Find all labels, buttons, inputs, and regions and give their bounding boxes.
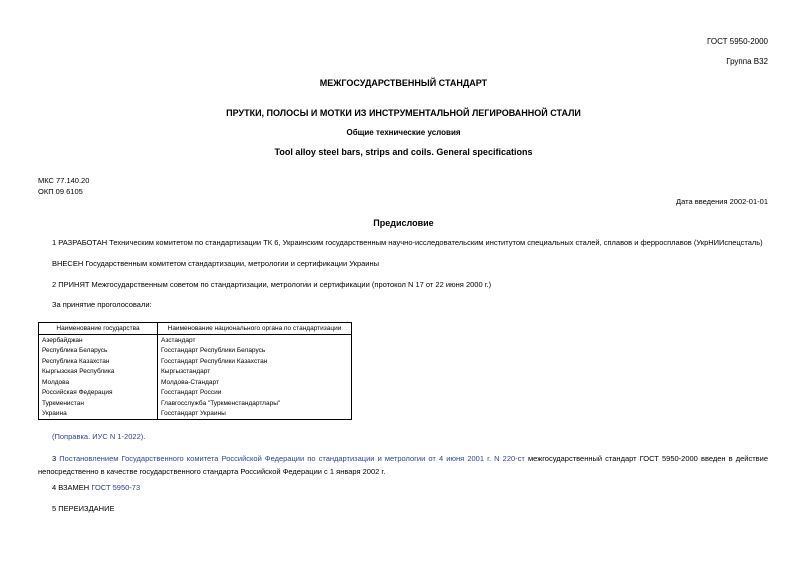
table-header-row (39, 323, 352, 335)
state-cell: Украина (39, 409, 158, 420)
column-header-national-body: Наименование национального органа по стандартизации (158, 323, 352, 335)
decree-link[interactable]: Постановлением Государственного комитета Российской Федерации по стандартизации и метрологии от 4 июня 2001 г. N 220-ст (59, 454, 525, 463)
voting-states-table (38, 322, 352, 420)
body-cell: Молдова-Стандарт (158, 377, 352, 388)
document-title-english: Tool alloy steel bars, strips and coils. General specifications (274, 147, 533, 157)
okp-code: ОКП 09 6105 (38, 187, 83, 196)
table-row (39, 388, 352, 399)
introduction-date: Дата введения 2002-01-01 (676, 197, 768, 206)
standard-type-title: МЕЖГОСУДАРСТВЕННЫЙ СТАНДАРТ (319, 78, 488, 88)
body-cell: Главгосслужба "Туркменстандартлары" (158, 398, 352, 409)
document-subtitle: Общие технические условия (346, 128, 461, 137)
table-row (39, 409, 352, 420)
amendment-link[interactable]: (Поправка. ИУС N 1-2022). (52, 432, 146, 441)
body-cell: Госстандарт Республики Беларусь (158, 346, 352, 357)
item-3-number: 3 (52, 454, 57, 463)
replaced-standard-link[interactable]: ГОСТ 5950-73 (91, 483, 141, 492)
state-cell: Российская Федерация (39, 388, 158, 399)
table-row (39, 335, 352, 346)
foreword-heading: Предисловие (373, 218, 434, 228)
state-cell: Туркменистан (39, 398, 158, 409)
table-row (39, 367, 352, 378)
foreword-submitted: ВНЕСЕН Государственным комитетом стандартизации, метрологии и сертификации Украины (52, 259, 380, 268)
table-row (39, 346, 352, 357)
body-cell: Госстандарт России (158, 388, 352, 399)
table-row (39, 356, 352, 367)
voted-label: За принятие проголосовали: (52, 300, 152, 309)
state-cell: Кыргызская Республика (39, 367, 158, 378)
body-cell: Госстандарт Республики Казахстан (158, 356, 352, 367)
foreword-item-2: 2 ПРИНЯТ Межгосударственным советом по стандартизации, метрологии и сертификации (протокол N 17 от 22 июня 2000 г.) (52, 280, 492, 289)
state-cell: Республика Беларусь (39, 346, 158, 357)
item-3-text: межгосударственный стандарт ГОСТ 5950-2000 введен в действие непосредственно в качестве государственного стандарта Российской Федерации с 1 января 2002 г. (38, 454, 768, 476)
group-code: Группа В32 (726, 57, 768, 66)
foreword-item-4 (52, 483, 140, 492)
gost-number: ГОСТ 5950-2000 (707, 37, 768, 46)
column-header-state: Наименование государства (39, 323, 158, 335)
foreword-item-1: 1 РАЗРАБОТАН Техническим комитетом по стандартизации ТК 6, Украинским государственным научно-исследовательским институтом специальных сталей, сплавов и ферросплавов (УкрНИИспецсталь) (52, 238, 763, 247)
foreword-item-5: 5 ПЕРЕИЗДАНИЕ (52, 504, 115, 513)
body-cell: Азстандарт (158, 335, 352, 346)
body-cell: Кыргызстандарт (158, 367, 352, 378)
document-title: ПРУТКИ, ПОЛОСЫ И МОТКИ ИЗ ИНСТРУМЕНТАЛЬНОЙ ЛЕГИРОВАННОЙ СТАЛИ (226, 108, 581, 118)
table-row (39, 398, 352, 409)
mks-code: МКС 77.140.20 (38, 176, 90, 185)
foreword-item-3 (38, 452, 768, 478)
state-cell: Азербайджан (39, 335, 158, 346)
item-4-label: 4 ВЗАМЕН (52, 483, 90, 492)
state-cell: Республика Казахстан (39, 356, 158, 367)
body-cell: Госстандарт Украины (158, 409, 352, 420)
table-row (39, 377, 352, 388)
state-cell: Молдова (39, 377, 158, 388)
